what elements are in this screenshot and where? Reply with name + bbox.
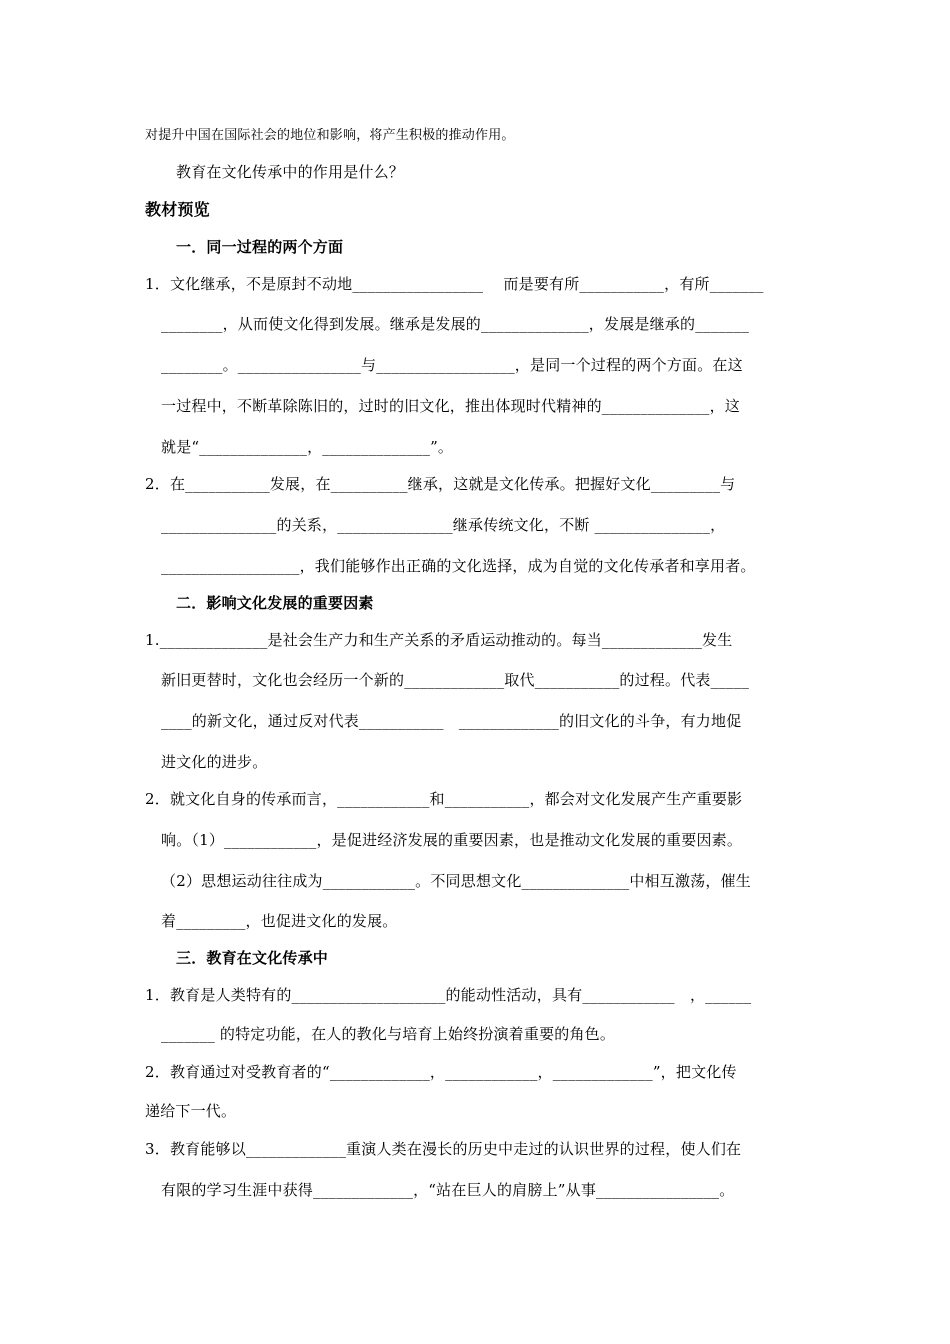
part1-line-8: __________________，我们能够作出正确的文化选择，成为自觉的文化传承者和享用者。 (161, 557, 756, 575)
part2-line-6: 响。（1）____________，是促进经济发展的重要因素，也是推动文化发展的重要因素。 (161, 831, 743, 849)
part2-line-2: 新旧更替时，文化也会经历一个新的_____________取代___________的过程。代表_____ (161, 671, 750, 689)
part1-heading: 一．同一过程的两个方面 (176, 238, 344, 256)
part1-line-2: ________，从而使文化得到发展。继承是发展的______________，发展是继承的_______ (161, 315, 750, 333)
part3-line-1: 1．教育是人类特有的____________________的能动性活动，具有____________ ，______ (145, 986, 752, 1004)
question-line: 教育在文化传承中的作用是什么？ (176, 163, 405, 181)
intro-line: 对提升中国在国际社会的地位和影响，将产生积极的推动作用。 (145, 128, 515, 143)
part1-line-7: _______________的关系，_______________继承传统文化，不断 _______________， (161, 516, 726, 534)
part3-line-3: 2．教育通过对受教育者的“_____________，____________，_____________”，把文化传 (145, 1063, 737, 1081)
part3-line-5: 3．教育能够以_____________重演人类在漫长的历史中走过的认识世界的过程，使人们在 (145, 1140, 742, 1158)
part2-line-4: 进文化的进步。 (161, 753, 268, 771)
part1-line-1: 1．文化继承，不是原封不动地_________________ 而是要有所___________，有所_______ (145, 275, 764, 293)
part3-heading: 三．教育在文化传承中 (176, 949, 329, 967)
part2-line-1: 1.______________是社会生产力和生产关系的矛盾运动推动的。每当_____________发生 (145, 631, 733, 649)
part2-line-3: ____的新文化，通过反对代表___________ _____________的旧文化的斗争，有力地促 (161, 712, 742, 730)
part2-line-5: 2．就文化自身的传承而言，____________和___________，都会对文化发展产生产重要影 (145, 790, 743, 808)
part1-line-5: 就是“______________，______________”。 (161, 438, 454, 456)
part2-line-7: （2）思想运动往往成为____________。不同思想文化______________中相互激荡，催生 (161, 872, 751, 890)
part2-line-8: 着_________，也促进文化的发展。 (161, 912, 398, 930)
part1-line-6: 2．在___________发展，在__________继承，这就是文化传承。把握好文化_________与 (145, 475, 736, 493)
part1-line-3: ________。________________与__________________，是同一个过程的两个方面。在这 (161, 356, 743, 374)
section-title: 教材预览 (145, 200, 210, 219)
part2-heading: 二．影响文化发展的重要因素 (176, 594, 374, 612)
part3-line-4: 递给下一代。 (145, 1102, 237, 1120)
part1-line-4: 一过程中，不断革除陈旧的，过时的旧文化，推出体现时代精神的______________，这 (161, 397, 741, 415)
part3-line-2: _______ 的特定功能，在人的教化与培育上始终扮演着重要的角色。 (161, 1025, 616, 1043)
part3-line-6: 有限的学习生涯中获得_____________，“站在巨人的肩膀上”从事________________。 (161, 1181, 735, 1199)
